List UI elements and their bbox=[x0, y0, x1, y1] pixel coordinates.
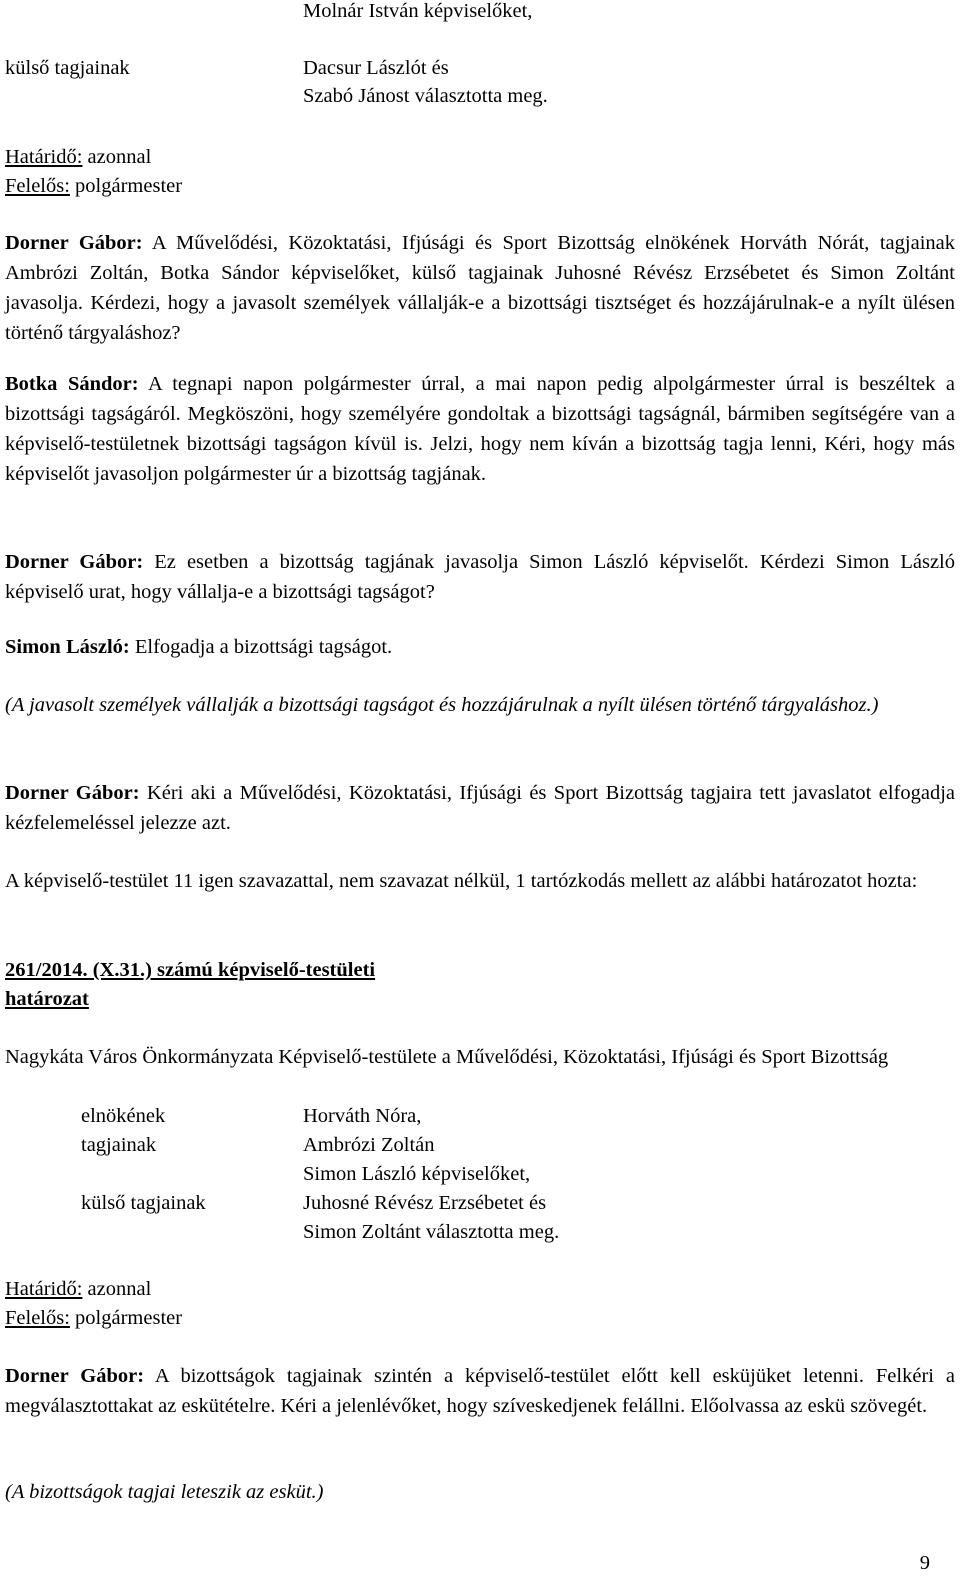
role-label: tagjainak bbox=[81, 1134, 157, 1156]
speaker-name: Dorner Gábor: bbox=[5, 1365, 145, 1387]
paragraph-text: A Művelődési, Közoktatási, Ifjúsági és Sport Bizottság elnökének Horváth Nórát, tagjainak Ambrózi Zoltán, Botka Sándor képviselőket, külső tagjainak Juhosné Révész Erzsébetet és Simon Zoltánt javasolja. Kérdezi, hogy a javasolt személyek vállalják-e a bizottsági tisztséget és hozzájárulnak-e a nyílt ülésen történő tárgyaláshoz? bbox=[5, 232, 955, 344]
role-label: külső tagjainak bbox=[5, 57, 130, 79]
role-label: elnökének bbox=[81, 1105, 166, 1127]
page-number: 9 bbox=[919, 1552, 930, 1574]
resolution-title: határozat bbox=[5, 988, 89, 1010]
speaker-name: Dorner Gábor: bbox=[5, 551, 144, 573]
paragraph-text: A tegnapi napon polgármester úrral, a mai napon pedig alpolgármester úrral is beszéltek a bizottsági tagságáról. Megköszöni, hogy személyére gondoltak a bizottsági tagságnál, bármiben segítségére van a képviselő-testületnek bizottsági tagságon kívül is. Jelzi, hogy nem kíván a bizottság tagja lenni, Kéri, hogy más képviselőt javasoljon polgármester úr a bizottság tagjának. bbox=[5, 373, 956, 485]
member-line: Simon Zoltánt választotta meg. bbox=[303, 1221, 560, 1243]
paragraph bbox=[5, 778, 955, 838]
speaker-name: Dorner Gábor: bbox=[5, 232, 143, 254]
responsible-line bbox=[5, 171, 182, 201]
member-line: Molnár István képviselőket, bbox=[303, 0, 533, 22]
member-line: Simon László képviselőket, bbox=[303, 1163, 531, 1185]
member-line: Juhosné Révész Erzsébetet és bbox=[303, 1192, 547, 1214]
italic-note: (A javasolt személyek vállalják a bizottsági tagságot és hozzájárulnak a nyílt ülésen történő tárgyaláshoz.) bbox=[5, 694, 879, 716]
paragraph bbox=[5, 632, 955, 662]
responsible-value: polgármester bbox=[69, 175, 183, 197]
role-label: külső tagjainak bbox=[81, 1192, 206, 1214]
paragraph-text: Ez esetben a bizottság tagjának javasolja Simon László képviselőt. Kérdezi Simon László képviselő urat, hogy vállalja-e a bizottsági tagságot? bbox=[5, 551, 956, 603]
resolution-intro: Nagykáta Város Önkormányzata Képviselő-testülete a Művelődési, Közoktatási, Ifjúsági és Sport Bizottság bbox=[5, 1046, 889, 1068]
deadline-value: azonnal bbox=[82, 1278, 152, 1300]
responsible-value: polgármester bbox=[69, 1307, 183, 1329]
responsible-label: Felelős: bbox=[5, 175, 70, 197]
paragraph-text: Kéri aki a Művelődési, Közoktatási, Ifjúsági és Sport Bizottság tagjaira tett javaslatot elfogadja kézfelemeléssel jelezze azt. bbox=[5, 782, 956, 834]
member-line: Dacsur Lászlót és bbox=[303, 57, 449, 79]
italic-note: (A bizottságok tagjai leteszik az esküt.) bbox=[5, 1481, 324, 1503]
paragraph bbox=[5, 369, 955, 489]
deadline-value: azonnal bbox=[82, 146, 152, 168]
vote-result: A képviselő-testület 11 igen szavazattal, nem szavazat nélkül, 1 tartózkodás mellett az alábbi határozatot hozta: bbox=[5, 870, 918, 892]
paragraph bbox=[5, 547, 955, 607]
member-line: Szabó Jánost választotta meg. bbox=[303, 85, 548, 107]
responsible-label: Felelős: bbox=[5, 1307, 70, 1329]
speaker-name: Simon László: bbox=[5, 636, 130, 658]
responsible-line bbox=[5, 1303, 182, 1333]
resolution-number: 261/2014. (X.31.) számú képviselő-testületi bbox=[5, 959, 376, 981]
paragraph-text: Elfogadja a bizottsági tagságot. bbox=[129, 636, 393, 658]
paragraph bbox=[5, 1361, 955, 1421]
member-line: Horváth Nóra, bbox=[303, 1105, 422, 1127]
deadline-line bbox=[5, 1274, 151, 1304]
paragraph bbox=[5, 228, 955, 348]
speaker-name: Dorner Gábor: bbox=[5, 782, 140, 804]
deadline-line bbox=[5, 142, 151, 172]
deadline-label: Határidő: bbox=[5, 146, 83, 168]
member-line: Ambrózi Zoltán bbox=[303, 1134, 435, 1156]
speaker-name: Botka Sándor: bbox=[5, 373, 139, 395]
deadline-label: Határidő: bbox=[5, 1278, 83, 1300]
paragraph-text: A bizottságok tagjainak szintén a képviselő-testület előtt kell esküjüket letenni. Felkéri a megválasztottakat az eskütételre. Kéri a jelenlévőket, hogy szíveskedjenek felállni. Előolvassa az eskü szövegét. bbox=[5, 1365, 955, 1417]
